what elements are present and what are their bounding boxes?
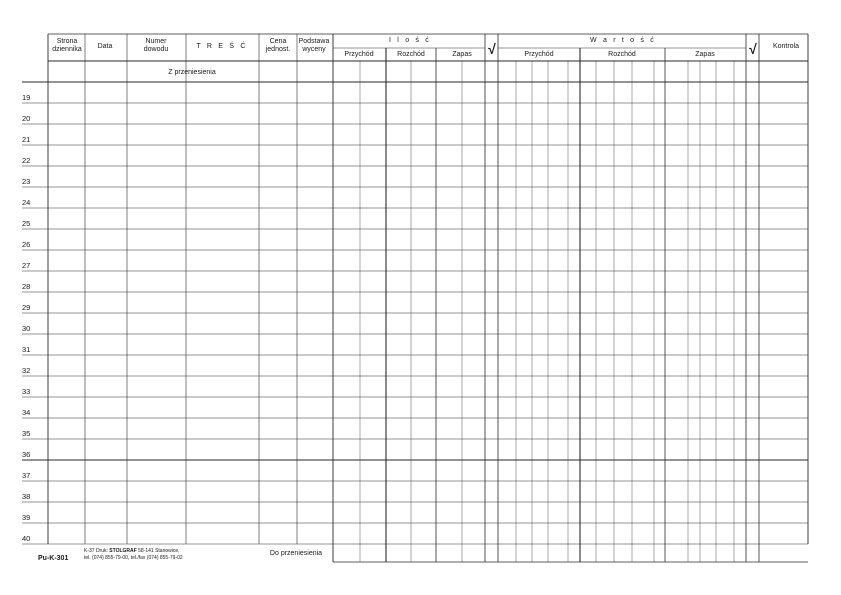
row-number: 39 — [22, 513, 31, 522]
row-number: 35 — [22, 429, 31, 438]
row-number: 21 — [22, 135, 31, 144]
row-number: 36 — [22, 450, 31, 459]
header-wartosc-rozchod: Rozchód — [608, 51, 636, 58]
header-data: Data — [97, 43, 113, 50]
row-number: 27 — [22, 261, 31, 270]
column-headers — [52, 37, 799, 58]
row-number: 28 — [22, 282, 31, 291]
printer-line1: K-37 Druk: STOLGRAF 58-141 Stanowice, — [84, 548, 180, 554]
form-code: Pu-K-301 — [38, 555, 69, 562]
row-number: 24 — [22, 198, 31, 207]
row-number: 20 — [22, 114, 31, 123]
header-cena-line2: jednost. — [265, 46, 291, 53]
printer-line2: tel. (074) 855-79-00, tel./fax (074) 855-79-02 — [84, 555, 183, 561]
header-wartosc: W a r t o ś ć — [590, 37, 656, 44]
row-number: 33 — [22, 387, 31, 396]
header-numer-line2: dowodu — [143, 46, 169, 53]
row-number: 26 — [22, 240, 31, 249]
row-number: 19 — [22, 93, 31, 102]
header-ilosc-zapas: Zapas — [452, 51, 472, 58]
row-number: 38 — [22, 492, 31, 501]
row-number: 23 — [22, 177, 31, 186]
row-number: 31 — [22, 345, 31, 354]
row-numbers — [22, 93, 30, 543]
header-ilosc-przychod: Przychód — [344, 51, 374, 58]
header-numer-line1: Numer — [145, 38, 167, 45]
header-podstawa-line1: Podstawa — [298, 38, 330, 45]
header-ilosc-rozchod: Rozchód — [397, 51, 425, 58]
header-podstawa-line2: wyceny — [302, 46, 326, 53]
header-kontrola: Kontrola — [772, 43, 800, 50]
row-number: 25 — [22, 219, 31, 228]
header-wartosc-zapas: Zapas — [695, 51, 715, 58]
check-mark-icon: √ — [749, 41, 757, 57]
row-number: 34 — [22, 408, 31, 417]
row-number: 40 — [22, 534, 31, 543]
z-przeniesienia-label: Z przeniesienia — [168, 69, 216, 76]
row-number: 37 — [22, 471, 31, 480]
form-footer — [38, 548, 322, 562]
header-wartosc-przychod: Przychód — [524, 51, 554, 58]
check-mark-icon: √ — [488, 41, 496, 57]
header-ilosc: I l o ś ć — [389, 37, 431, 44]
row-number: 22 — [22, 156, 31, 165]
header-strona-line1: Strona — [56, 38, 78, 45]
header-tresc: T R E Ś Ć — [196, 43, 248, 50]
header-strona-line2: dziennika — [52, 46, 82, 53]
do-przeniesienia-label: Do przeniesienia — [269, 550, 323, 557]
row-number: 29 — [22, 303, 31, 312]
row-number: 32 — [22, 366, 31, 375]
header-cena-line1: Cena — [269, 38, 287, 45]
ledger-grid — [22, 34, 808, 562]
row-number: 30 — [22, 324, 31, 333]
